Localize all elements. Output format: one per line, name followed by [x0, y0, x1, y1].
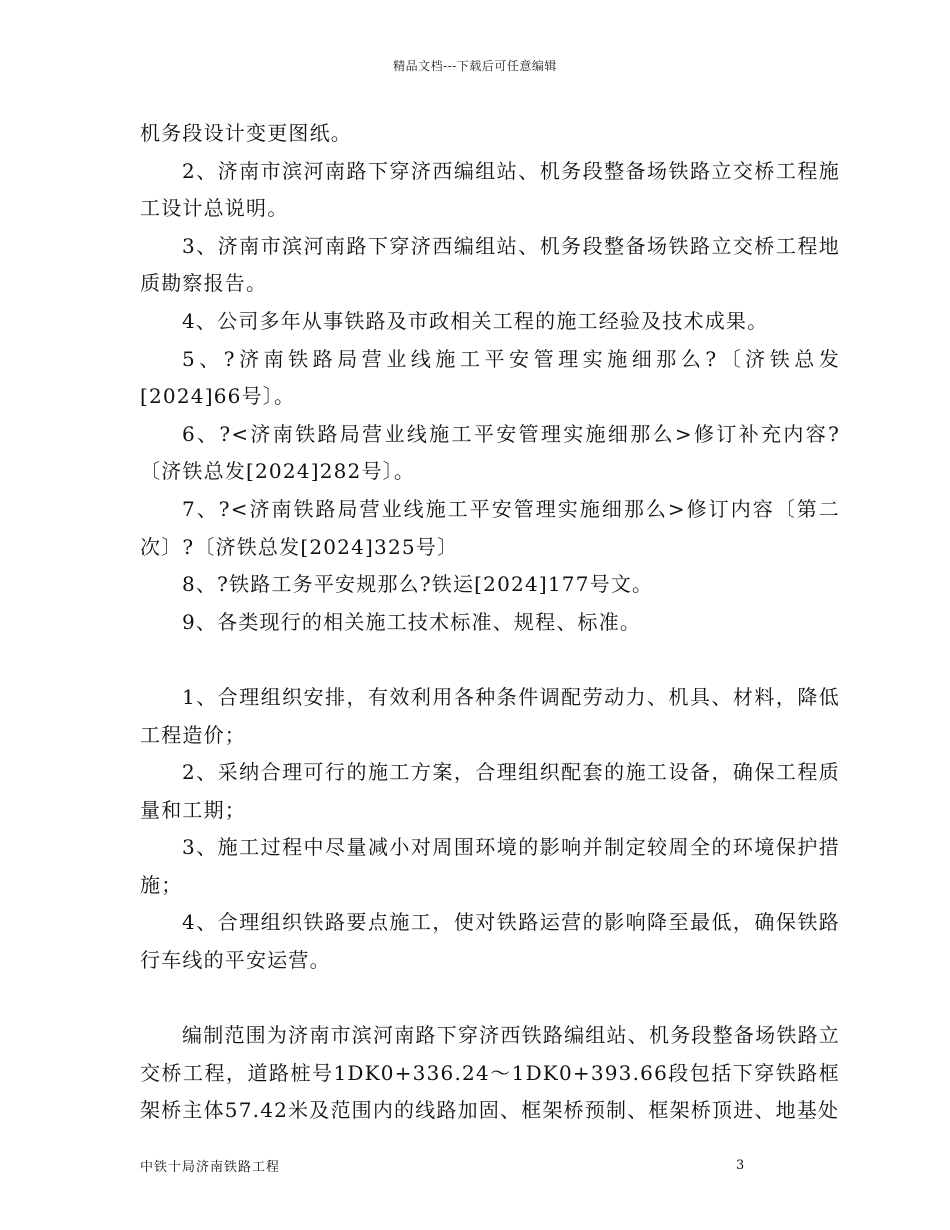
page-header: 精品文档---下载后可任意编辑 — [393, 59, 557, 73]
paragraph-basis-9: 9、各类现行的相关施工技术标准、规程、标准。 — [182, 609, 642, 634]
paragraph-principle-3: 3、施工过程中尽量减小对周围环境的影响并制定较周全的环境保护措施； — [140, 835, 840, 897]
section-gap — [140, 641, 840, 679]
paragraph-basis-8: 8、?铁路工务平安规那么?铁运[2024]177号文。 — [182, 572, 654, 597]
paragraph-basis-5: 5、?济南铁路局营业线施工平安管理实施细那么?〔济铁总发[2024]66号〕。 — [140, 346, 840, 409]
paragraph-basis-4: 4、公司多年从事铁路及市政相关工程的施工经验及技术成果。 — [182, 308, 769, 333]
paragraph-basis-6: 6、?<济南铁路局营业线施工平安管理实施细那么>修订补充内容?〔济铁总发[2024]282号〕。 — [140, 421, 840, 484]
paragraph-principle-2: 2、采纳合理可行的施工方案，合理组织配套的施工设备，确保工程质量和工期； — [140, 760, 840, 822]
section-gap — [140, 980, 840, 1018]
page-number: 3 — [736, 1158, 745, 1173]
paragraph-principle-1: 1、合理组织安排，有效利用各种条件调配劳动力、机具、材料，降低工程造价； — [140, 684, 840, 747]
paragraph-basis-3: 3、济南市滨河南路下穿济西编组站、机务段整备场铁路立交桥工程地质勘察报告。 — [140, 233, 840, 296]
document-body — [140, 115, 840, 1130]
paragraph-principle-4: 4、合理组织铁路要点施工，使对铁路运营的影响降至最低，确保铁路行车线的平安运营。 — [140, 910, 840, 973]
paragraph-scope: 编制范围为济南市滨河南路下穿济西铁路编组站、机务段整备场铁路立交桥工程，道路桩号1DK0+336.24～1DK0+393.66段包括下穿铁路框架桥主体57.42米及范围内的线路加固、框架桥预制、框架桥顶进、地基处 — [140, 1023, 840, 1123]
footer-company: 中铁十局济南铁路工程 — [140, 1160, 281, 1175]
paragraph-basis-7: 7、?<济南铁路局营业线施工平安管理实施细那么>修订内容〔第二次〕?〔济铁总发[2024]325号〕 — [140, 496, 840, 559]
paragraph-continuation: 机务段设计变更图纸。 — [140, 121, 352, 145]
paragraph-basis-2: 2、济南市滨河南路下穿济西编组站、机务段整备场铁路立交桥工程施工设计总说明。 — [140, 158, 840, 221]
